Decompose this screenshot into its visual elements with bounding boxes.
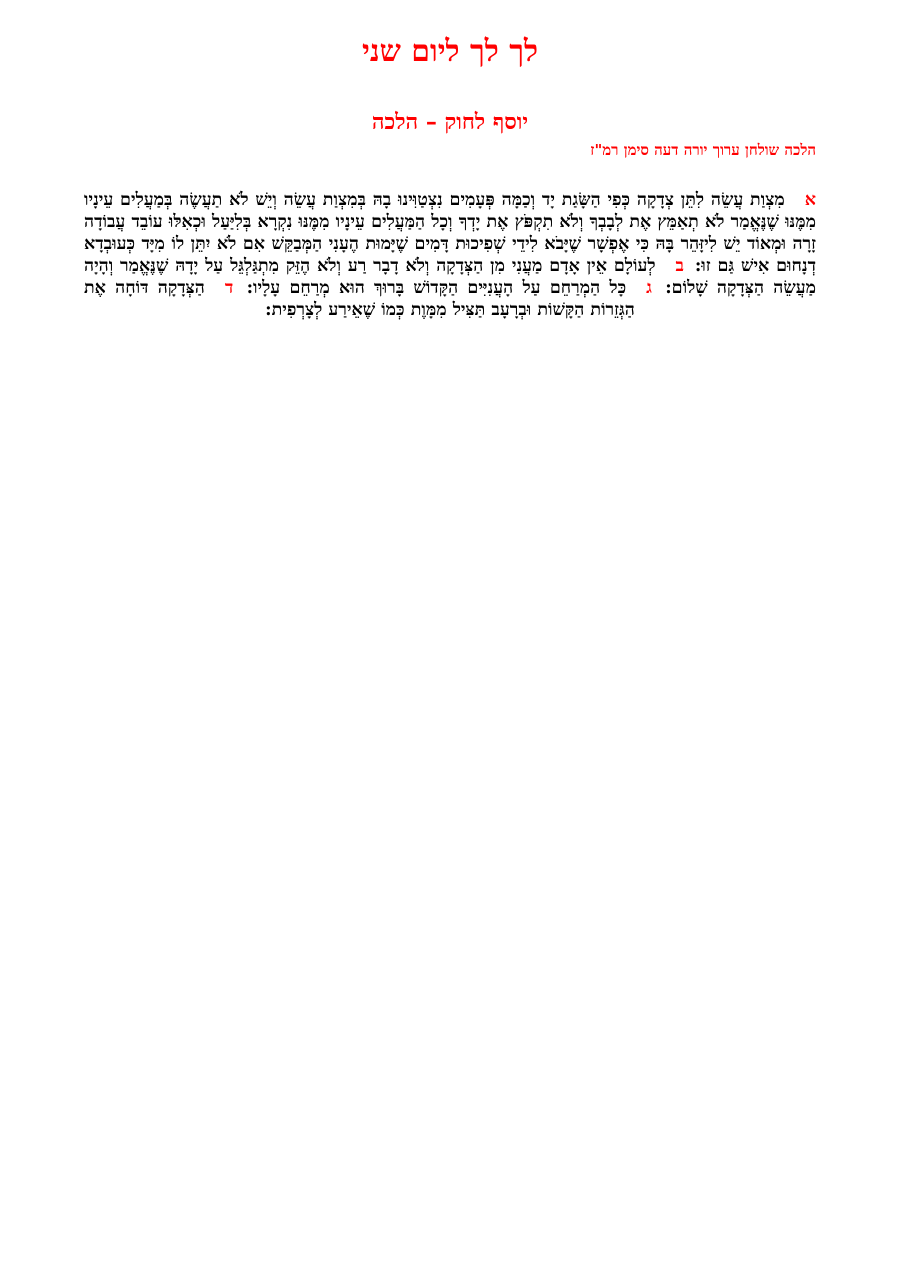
seif-text: מִצְוַת עֲשֵׂה לִתֵּן צְדָקָה כְּפִי הַשָּׂגַת יָד וְכַמָּה פְּעָמִים נִצְטַוִּינוּ בָהּ בְּמִצְוַת עֲשֵׂה וְיֵשׁ לֹא תַעֲשֶׂה בְּמַעֲלִים עֵינָיו מִמֶּנּוּ שֶׁנֶּאֱמַר לֹא תְאַמֵּץ אֶת לְבָבְךָ וְלֹא תִקְפֹּץ אֶת יָדְךָ וְכָל הַמַּעֲלִים עֵינָיו מִמֶּנּוּ נִקְרָא בְּלִיַּעַל וּכְאִלּוּ עוֹבֵד עֲבוֹדָה זָרָה וּמְאוֹד יֵשׁ לִיזָּהֵר בָּהּ כִּי אֶפְשָׁר שֶׁיָּבֹא לִידֵי שְׁפִיכוּת דָּמִים שֶׁיָּמוּת הֶעָנִי הַמְּבַקֵּשׁ אִם לֹא יִתֵּן לוֹ מִיָּד כְּעוּבְדָא דְנָחוּם אִישׁ גַּם זוּ: — [84, 190, 816, 276]
seif-text: כָּל הַמְרַחֵם עַל הָעֲנִיִּים הַקָּדוֹשׁ בָּרוּךְ הוּא מְרַחֵם עָלָיו: — [246, 278, 627, 298]
seif-letter: א — [804, 190, 816, 210]
source-reference: הלכה שולחן ערוך יורה דעה סימן רמ"ז — [590, 141, 816, 159]
seif-text: הַצְּדָקָה דּוֹחָה אֶת הַגְּזֵרוֹת הַקָּשׁוֹת וּבְרָעָב תַּצִּיל מִמָּוֶת כְּמוֹ שֶׁאֵירַע לְצָרְפִית: — [84, 278, 635, 320]
seif-letter: ד — [224, 278, 234, 298]
halacha-body — [84, 189, 816, 321]
seif-text: לְעוֹלָם אֵין אָדָם מַעֲנִי מִן הַצְּדָקָה וְלֹא דָבָר רַע וְלֹא הֶזֵּק מִתְגַּלְגֵּל עַל יָדָהּ שֶׁנֶּאֱמַר וְהָיָה מַעֲשֵׂה הַצְּדָקָה שָׁלוֹם: — [84, 256, 817, 298]
page-title: לך לך ליום שני — [361, 34, 539, 69]
seif-letter: ב — [675, 256, 684, 276]
seif-letter: ג — [646, 278, 652, 298]
page-subtitle: יוסף לחוק – הלכה — [371, 109, 529, 135]
